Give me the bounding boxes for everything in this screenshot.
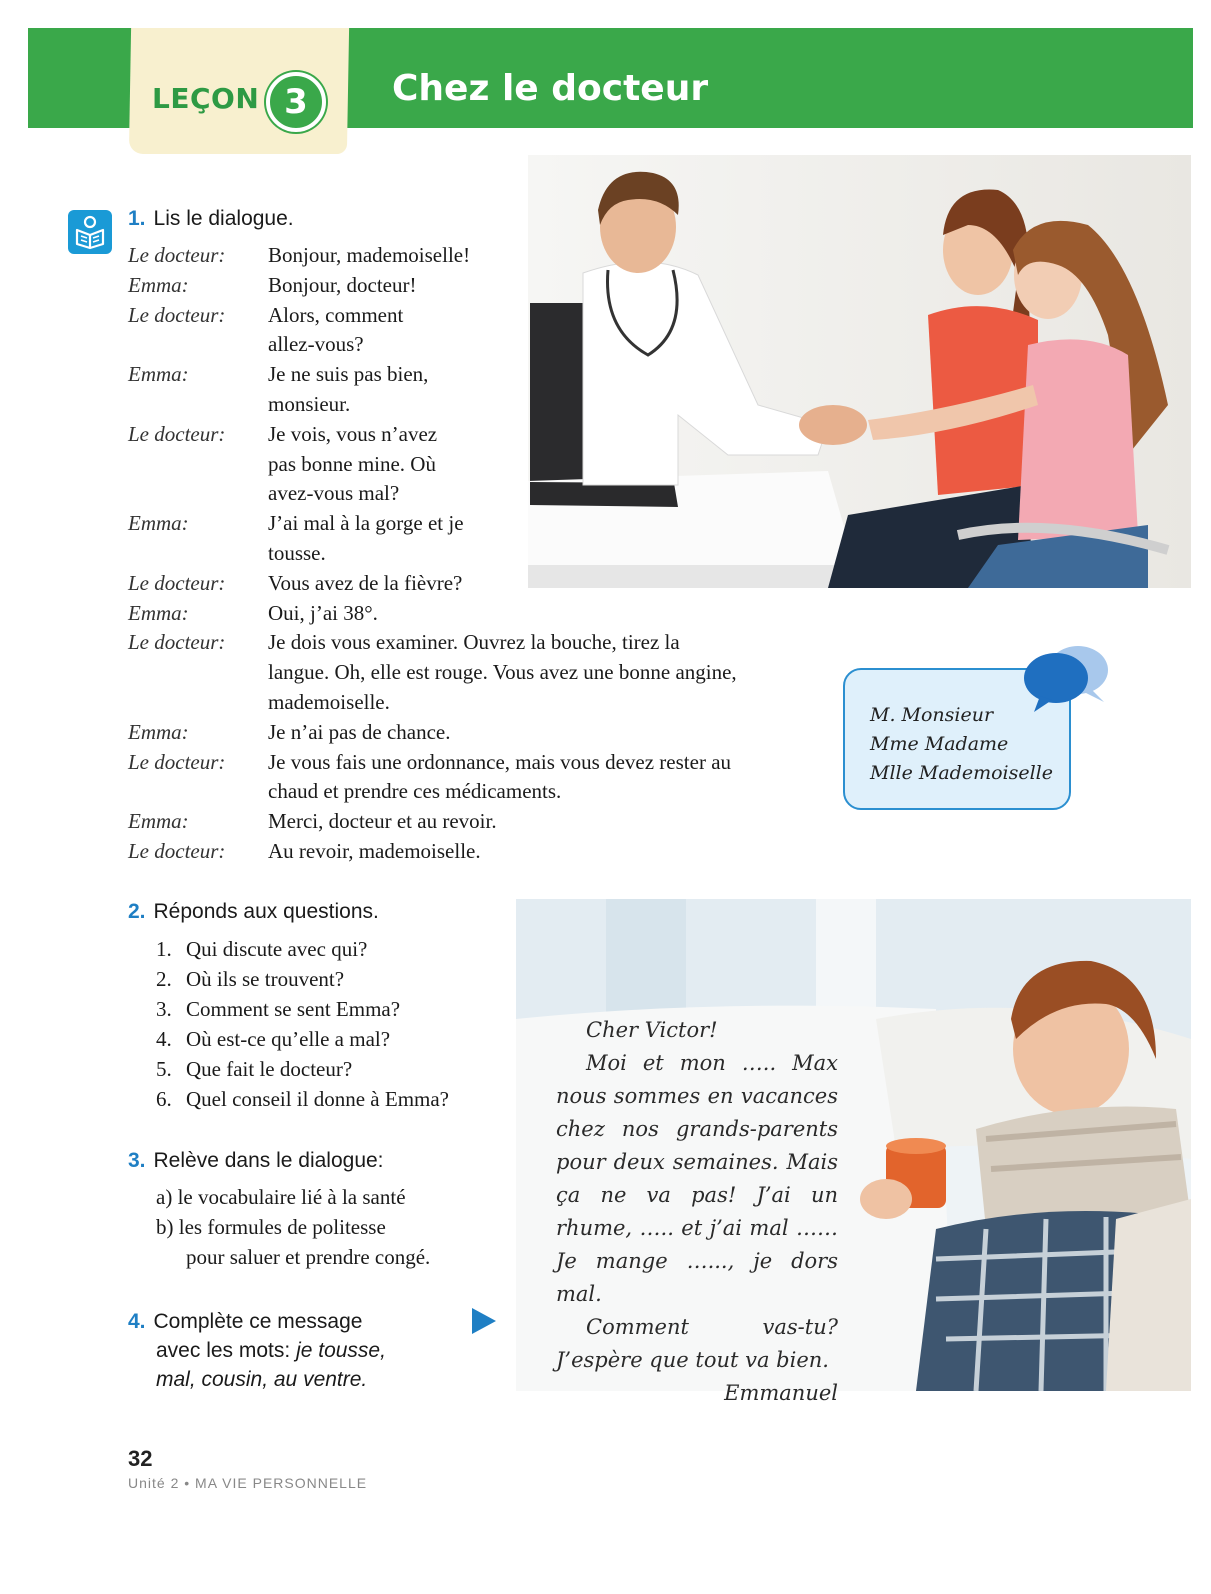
letter-signature: Emmanuel (724, 1381, 838, 1405)
dialogue-speaker: Emma: (128, 362, 189, 387)
page-number: 32 (128, 1446, 153, 1471)
exercise-4-prefix: avec les mots: (156, 1339, 297, 1362)
question-number: 2. (156, 967, 172, 991)
task-item-b-continued: pour saluer et prendre congé. (186, 1245, 431, 1269)
dialogue-line: Je vous fais une ordonnance, mais vous devez rester au (268, 749, 732, 774)
letter-text (556, 1014, 838, 1410)
exercise-4-heading (128, 1307, 386, 1394)
dialogue-row (128, 748, 828, 778)
dialogue-speaker: Emma: (128, 272, 189, 297)
exercise-2-number: 2. (128, 900, 146, 923)
lesson-label: LEÇON (152, 82, 260, 115)
question-item (156, 934, 449, 964)
question-number: 3. (156, 997, 172, 1021)
task-item-b: b) les formules de politesse (156, 1215, 386, 1239)
exercise-1-number: 1. (128, 207, 146, 230)
dialogue-line: Oui, j’ai 38°. (268, 600, 378, 625)
dialogue-line: monsieur. (268, 391, 351, 416)
dialogue-line: Je vois, vous n’avez (268, 421, 438, 446)
letter-body-1: Moi et mon ….. Max nous sommes en vacances chez nos grands-parents pour deux semaines. Mais ça ne va pas! J’ai un rhume, ….. et j’ai mal …… Je mange …..., je dors mal. (556, 1051, 838, 1306)
letter-body-2: Comment vas-tu? J’espère que tout va bien. (556, 1315, 838, 1372)
dialogue-speaker (128, 450, 268, 480)
dialogue-speaker: Le docteur: (128, 302, 226, 327)
reading-book-icon (68, 210, 112, 254)
dialogue-line: chaud et prendre ces médicaments. (268, 779, 562, 804)
dialogue-line: Bonjour, docteur! (268, 272, 417, 297)
abbreviation-list (870, 701, 1053, 788)
exercise-2-heading (128, 900, 379, 924)
lesson-number-badge: 3 (266, 72, 326, 132)
dialogue-speaker: Le docteur: (128, 421, 226, 446)
dialogue-line: avez-vous mal? (268, 481, 400, 506)
abbreviation-madame: Mme Madame (870, 733, 1009, 755)
question-item (156, 994, 449, 1024)
question-item (156, 1084, 449, 1114)
question-text: Qui discute avec qui? (186, 937, 368, 961)
dialogue-speaker (128, 539, 268, 569)
lesson-title: Chez le docteur (392, 68, 709, 109)
exercise-3-number: 3. (128, 1149, 146, 1172)
dialogue-speaker (128, 688, 268, 718)
dialogue-speaker: Emma: (128, 511, 189, 536)
question-list (156, 934, 449, 1114)
dialogue-line: Je dois vous examiner. Ouvrez la bouche, tirez la (268, 630, 680, 655)
question-item (156, 1024, 449, 1054)
dialogue-line: mademoiselle. (268, 689, 390, 714)
dialogue-speaker: Emma: (128, 600, 189, 625)
question-text: Que fait le docteur? (186, 1057, 353, 1081)
dialogue-line: Je ne suis pas bien, (268, 362, 429, 387)
exercise-4-line1: Complète ce message (153, 1310, 363, 1333)
question-text: Comment se sent Emma? (186, 997, 401, 1021)
dialogue-line: Bonjour, mademoiselle! (268, 243, 471, 267)
exercise-1-title: Lis le dialogue. (153, 207, 294, 230)
exercise-3-title: Relève dans le dialogue: (153, 1149, 384, 1172)
unit-footer: Unité 2 • MA VIE PERSONNELLE (128, 1475, 368, 1491)
abbreviation-monsieur: M. Monsieur (870, 704, 994, 726)
task-item-a: a) le vocabulaire lié à la santé (156, 1185, 406, 1209)
dialogue-line: langue. Oh, elle est rouge. Vous avez une bonne angine, (268, 660, 737, 685)
abbreviation-mademoiselle: Mlle Mademoiselle (870, 762, 1054, 784)
task-list (156, 1182, 430, 1272)
exercise-4-words-2: mal, cousin, au ventre. (156, 1368, 368, 1391)
dialogue-row (128, 599, 828, 629)
dialogue-line: Vous avez de la fièvre? (268, 570, 463, 595)
dialogue-row (128, 718, 828, 748)
dialogue-speaker (128, 330, 268, 360)
question-number: 6. (156, 1087, 172, 1111)
dialogue-speaker (128, 777, 268, 807)
question-text: Où ils se trouvent? (186, 967, 345, 991)
dialogue-line: pas bonne mine. Où (268, 451, 436, 476)
exercise-4-number: 4. (128, 1310, 146, 1333)
exercise-3-heading (128, 1149, 384, 1173)
dialogue-line: tousse. (268, 540, 326, 565)
letter-greeting: Cher Victor! (586, 1018, 718, 1042)
question-number: 5. (156, 1057, 172, 1081)
exercise-4-words-1: je tousse, (296, 1339, 386, 1362)
dialogue-line: J’ai mal à la gorge et je (268, 511, 464, 536)
dialogue-speaker: Le docteur: (128, 749, 226, 774)
dialogue-speaker (128, 479, 268, 509)
question-item (156, 1054, 449, 1084)
dialogue-speaker (128, 658, 268, 688)
dialogue-line: Alors, comment (268, 302, 404, 327)
dialogue-row (128, 688, 828, 718)
question-number: 4. (156, 1027, 172, 1051)
dialogue-line: Merci, docteur et au revoir. (268, 809, 497, 834)
doctor-consultation-photo (528, 155, 1191, 588)
dialogue-line: allez-vous? (268, 332, 364, 357)
dialogue-speaker: Emma: (128, 809, 189, 834)
dialogue-line: Au revoir, mademoiselle. (268, 838, 481, 863)
dialogue-speaker: Emma: (128, 719, 189, 744)
dialogue-speaker: Le docteur: (128, 243, 226, 267)
exercise-1-heading (128, 207, 294, 231)
dialogue-speaker (128, 390, 268, 420)
dialogue-row (128, 777, 828, 807)
question-text: Quel conseil il donne à Emma? (186, 1087, 450, 1111)
question-text: Où est-ce qu’elle a mal? (186, 1027, 391, 1051)
exercise-2-title: Réponds aux questions. (153, 900, 379, 923)
dialogue-speaker: Le docteur: (128, 630, 226, 655)
dialogue-row (128, 807, 828, 837)
question-number: 1. (156, 937, 172, 961)
dialogue-line: Je n’ai pas de chance. (268, 719, 451, 744)
dialogue-row (128, 628, 828, 658)
dialogue-row (128, 658, 828, 688)
play-arrow-icon (472, 1308, 496, 1334)
question-item (156, 964, 449, 994)
dialogue-row (128, 837, 828, 867)
dialogue-speaker: Le docteur: (128, 838, 226, 863)
dialogue-speaker: Le docteur: (128, 570, 226, 595)
